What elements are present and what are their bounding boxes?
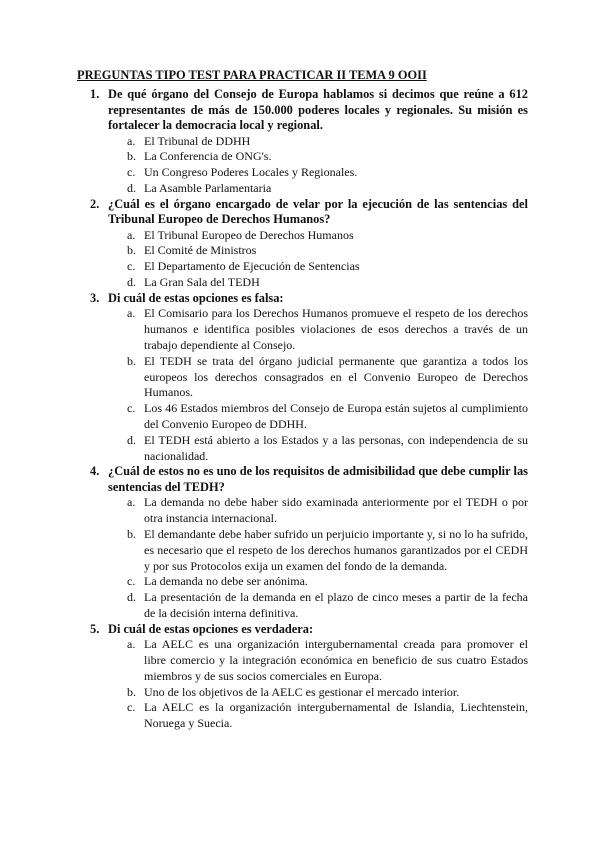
option-letter: c. — [127, 700, 136, 715]
option-item — [108, 134, 528, 150]
question-text: Di cuál de estas opciones es falsa: — [108, 290, 284, 305]
option-item — [108, 149, 528, 165]
document-title: PREGUNTAS TIPO TEST PARA PRACTICAR II TEMA 9 OOII — [77, 68, 427, 82]
option-letter: a. — [127, 306, 136, 321]
question-number: 5. — [90, 621, 100, 636]
option-item — [108, 181, 528, 197]
option-item — [108, 685, 528, 701]
question-3 — [90, 290, 528, 464]
option-text: Uno de los objetivos de la AELC es gestionar el mercado interior. — [144, 684, 460, 699]
option-text: La Asamble Parlamentaria — [144, 180, 272, 195]
question-text: De qué órgano del Consejo de Europa hablamos si decimos que reúne a 612 representantes de más de 150.000 poderes locales y regionales. Su misión es fortalecer la democracia local y regional. — [108, 87, 528, 132]
option-text: El Tribunal Europeo de Derechos Humanos — [144, 227, 354, 242]
option-item — [108, 401, 528, 433]
option-item — [108, 243, 528, 259]
option-text: La demanda no debe haber sido examinada anteriormente por el TEDH o por otra instancia internacional. — [144, 495, 528, 526]
option-text: La demanda no debe ser anónima. — [144, 574, 308, 589]
option-letter: d. — [127, 275, 136, 290]
option-letter: b. — [127, 526, 136, 541]
option-text: El Comité de Ministros — [144, 243, 257, 258]
option-letter: b. — [127, 684, 136, 699]
option-letter: c. — [127, 165, 136, 180]
option-letter: c. — [127, 574, 136, 589]
option-list — [108, 306, 528, 464]
question-2 — [90, 196, 528, 291]
option-item — [108, 700, 528, 732]
option-text: El Departamento de Ejecución de Sentencias — [144, 259, 360, 274]
option-letter: a. — [127, 495, 136, 510]
option-item — [108, 590, 528, 622]
question-4 — [90, 464, 528, 621]
option-item — [108, 354, 528, 401]
option-text: El TEDH está abierto a los Estados y a las personas, con independencia de su nacionalidad. — [144, 432, 528, 463]
option-letter: a. — [127, 227, 136, 242]
option-list — [108, 495, 528, 621]
question-list — [90, 87, 528, 732]
option-item — [108, 275, 528, 291]
option-text: El TEDH se trata del órgano judicial permanente que garantiza a todos los europeos los derechos consagrados en el Convenio Europeo de Derechos Humanos. — [144, 353, 528, 400]
option-letter: d. — [127, 432, 136, 447]
option-item — [108, 165, 528, 181]
option-item — [108, 527, 528, 574]
option-letter: c. — [127, 259, 136, 274]
option-item — [108, 259, 528, 275]
option-text: La Conferencia de ONG's. — [144, 149, 272, 164]
option-text: El demandante debe haber sufrido un perjuicio importante y, si no lo ha sufrido, es necesario que el respeto de los derechos humanos garantizados por el CEDH y por sus Protocolos exija un examen del fondo de la demanda. — [144, 526, 528, 573]
question-number: 1. — [90, 87, 100, 101]
option-letter: b. — [127, 149, 136, 164]
question-number: 2. — [90, 196, 100, 211]
question-text: Di cuál de estas opciones es verdadera: — [108, 621, 314, 636]
option-item — [108, 306, 528, 353]
option-item — [108, 637, 528, 684]
option-text: Los 46 Estados miembros del Consejo de Europa están sujetos al cumplimiento del Convenio Europeo de DDHH. — [144, 401, 528, 431]
question-text: ¿Cuál de estos no es uno de los requisitos de admisibilidad que debe cumplir las sentencias del TEDH? — [108, 464, 528, 494]
option-item — [108, 228, 528, 244]
option-letter: d. — [127, 180, 136, 195]
option-letter: b. — [127, 243, 136, 258]
option-text: El Comisario para los Derechos Humanos promueve el respeto de los derechos humanos e identifica posibles violaciones de esos derechos a través de un trabajo dependiente al Consejo. — [144, 306, 528, 352]
option-item — [108, 433, 528, 465]
question-number: 3. — [90, 290, 100, 305]
option-text: La AELC es la organización intergubernamental de Islandia, Liechtenstein, Noruega y Suecia. — [144, 700, 528, 731]
question-5 — [90, 621, 528, 732]
option-list — [108, 134, 528, 197]
question-text: ¿Cuál es el órgano encargado de velar por la ejecución de las sentencias del Tribunal Europeo de Derechos Humanos? — [108, 196, 528, 227]
option-text: El Tribunal de DDHH — [144, 133, 251, 148]
option-item — [108, 495, 528, 527]
question-number: 4. — [90, 464, 100, 479]
option-letter: b. — [127, 353, 136, 368]
option-item — [108, 574, 528, 590]
option-letter: d. — [127, 590, 136, 605]
option-text: Un Congreso Poderes Locales y Regionales. — [144, 165, 358, 180]
option-text: La Gran Sala del TEDH — [144, 275, 260, 290]
option-letter: a. — [127, 133, 136, 148]
option-text: La presentación de la demanda en el plazo de cinco meses a partir de la fecha de la decisión interna definitiva. — [144, 590, 528, 620]
question-1 — [90, 87, 528, 197]
option-text: La AELC es una organización intergubernamental creada para promover el libre comercio y la integración económica en beneficio de sus cuatro Estados miembros y de sus socios comerciales en Europa. — [144, 637, 528, 683]
option-letter: a. — [127, 637, 136, 652]
option-letter: c. — [127, 401, 136, 416]
option-list — [108, 228, 528, 291]
option-list — [108, 637, 528, 732]
